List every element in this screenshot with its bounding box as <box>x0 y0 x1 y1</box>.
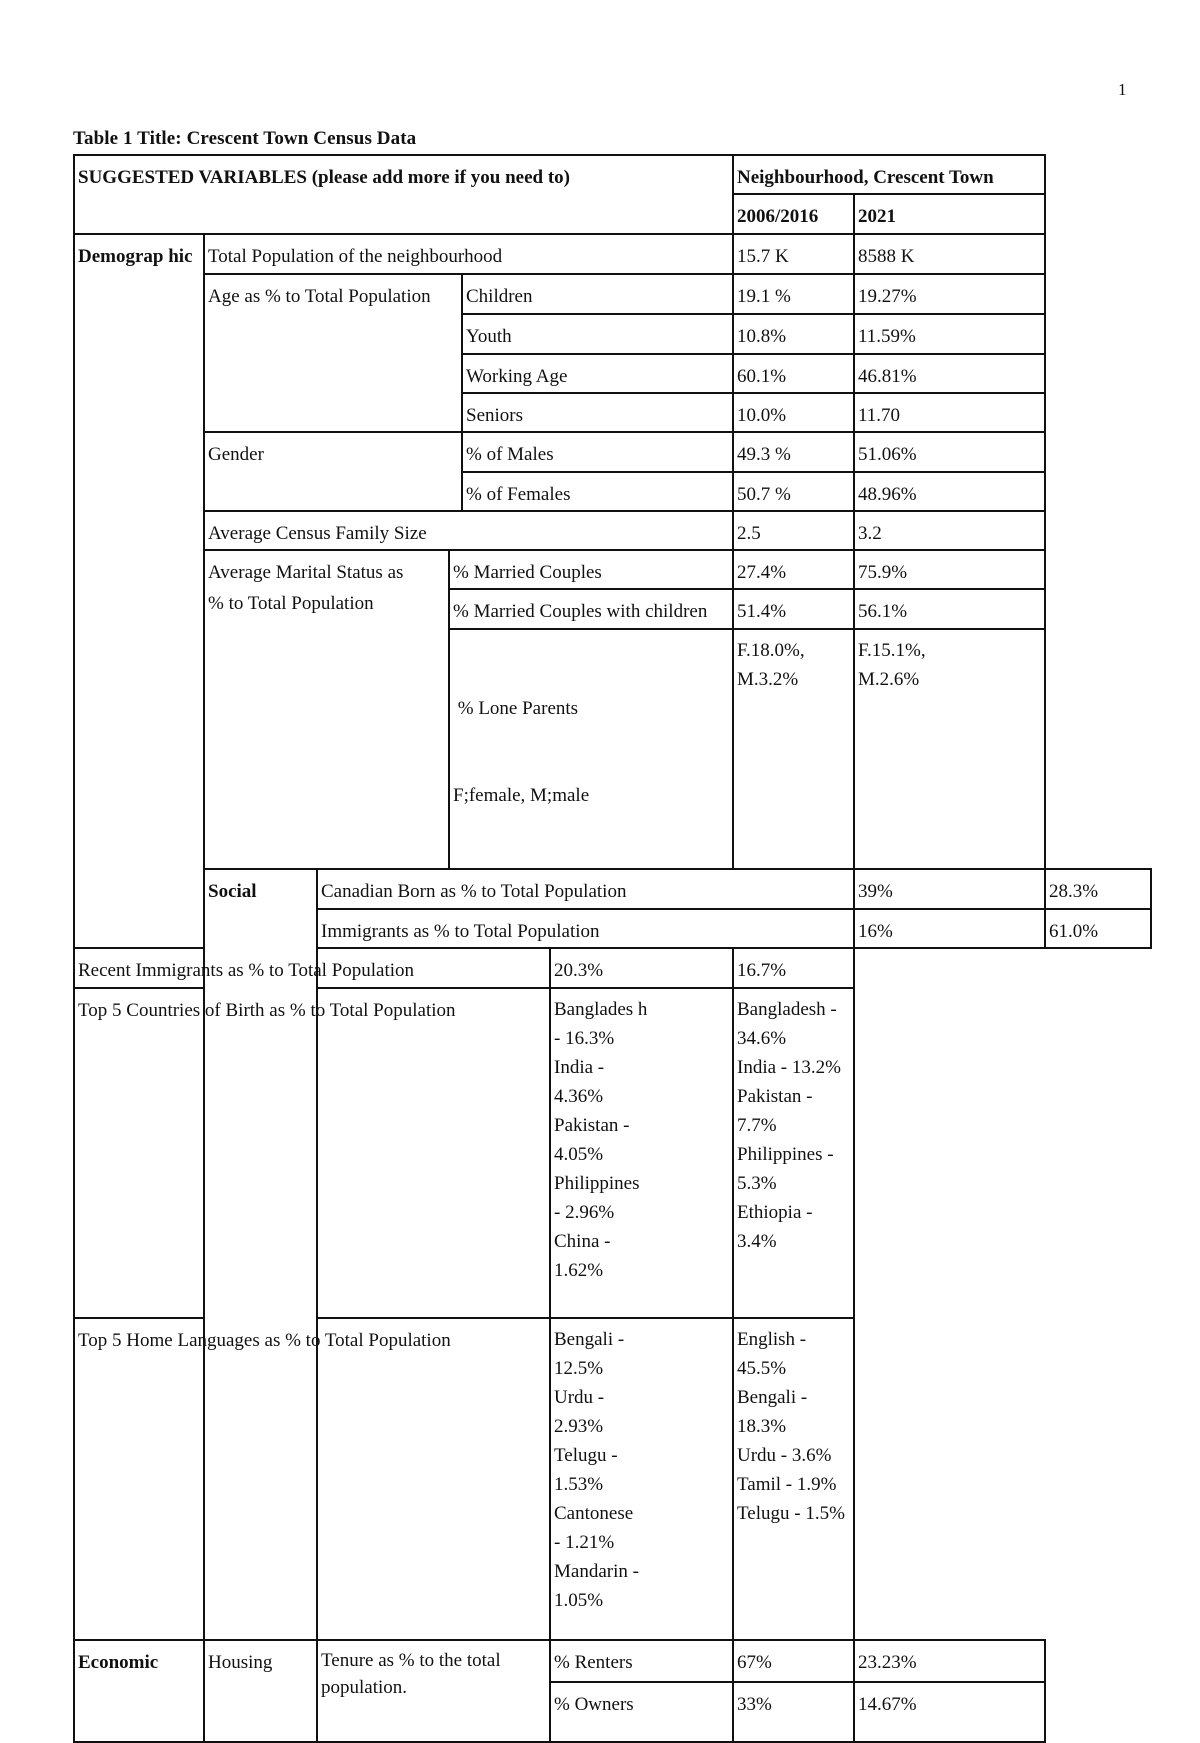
working-v2: 46.81% <box>854 354 1045 393</box>
family-size-label: Average Census Family Size <box>204 511 733 550</box>
lone-v1-female: F.18.0%, <box>737 640 805 661</box>
list-line: - 16.3% <box>554 1028 615 1049</box>
recent-v1: 20.3% <box>550 948 733 988</box>
gender-label: Gender <box>204 432 462 511</box>
females-label: % of Females <box>462 472 733 511</box>
males-v1: 49.3 % <box>733 432 854 472</box>
owners-v2: 14.67% <box>854 1682 1045 1742</box>
children-v2: 19.27% <box>854 274 1045 314</box>
tenure-label: Tenure as % to the total population. <box>317 1640 550 1742</box>
working-label: Working Age <box>462 354 733 393</box>
renters-label: % Renters <box>550 1640 733 1682</box>
languages-label: Top 5 Home Languages as % to Total Population <box>74 1318 550 1640</box>
married-v2: 75.9% <box>854 550 1045 589</box>
list-line: Urdu - 3.6% <box>737 1445 832 1466</box>
canadian-label: Canadian Born as % to Total Population <box>317 869 854 909</box>
immigrants-v1: 16% <box>854 909 1045 948</box>
list-line: - 2.96% <box>554 1202 615 1223</box>
list-line: China - <box>554 1231 611 1252</box>
lone-v1-male: M.3.2% <box>737 669 799 690</box>
list-line: Philippines - 5.3% <box>737 1144 834 1194</box>
countries-v1 <box>550 988 733 1318</box>
marital-label-line-1: Average Marital Status as <box>208 562 404 583</box>
youth-v1: 10.8% <box>733 314 854 354</box>
list-line: India - 13.2% <box>737 1057 841 1078</box>
marital-label <box>204 550 449 869</box>
list-line: Pakistan - <box>554 1115 630 1136</box>
total-pop-v2: 8588 K <box>854 234 1045 274</box>
total-pop-label: Total Population of the neighbourhood <box>204 234 733 274</box>
children-v1: 19.1 % <box>733 274 854 314</box>
list-line: Cantonese <box>554 1503 634 1524</box>
age-label: Age as % to Total Population <box>204 274 462 432</box>
immigrants-v2: 61.0% <box>1045 909 1151 948</box>
countries-v2 <box>733 988 854 1318</box>
owners-v1: 33% <box>733 1682 854 1742</box>
lone-v2-male: M.2.6% <box>858 669 920 690</box>
renters-v2: 23.23% <box>854 1640 1045 1682</box>
lone-v1 <box>733 629 854 869</box>
females-v2: 48.96% <box>854 472 1045 511</box>
lone-v2 <box>854 629 1045 869</box>
list-line: - 1.21% <box>554 1532 615 1553</box>
list-line: India - <box>554 1057 605 1078</box>
list-line: 34.6% <box>737 1028 787 1049</box>
table-title: Table 1 Title: Crescent Town Census Data <box>73 128 417 149</box>
family-size-v2: 3.2 <box>854 511 1045 550</box>
section-economic: Economic <box>74 1640 204 1742</box>
children-label: Children <box>462 274 733 314</box>
married-label: % Married Couples <box>449 550 733 589</box>
list-line: Telugu - <box>554 1445 618 1466</box>
list-line: Ethiopia - 3.4% <box>737 1202 813 1252</box>
list-line: 1.62% <box>554 1260 604 1281</box>
canadian-v2: 28.3% <box>1045 869 1151 909</box>
recent-label: Recent Immigrants as % to Total Population <box>74 948 550 988</box>
canadian-v1: 39% <box>854 869 1045 909</box>
census-table <box>73 154 1152 1743</box>
list-line: Urdu - <box>554 1387 605 1408</box>
owners-label: % Owners <box>550 1682 733 1742</box>
languages-v2 <box>733 1318 854 1640</box>
males-v2: 51.06% <box>854 432 1045 472</box>
youth-label: Youth <box>462 314 733 354</box>
males-label: % of Males <box>462 432 733 472</box>
seniors-v2: 11.70 <box>854 393 1045 432</box>
list-line: 1.05% <box>554 1590 604 1611</box>
list-line: Philippines <box>554 1173 640 1194</box>
header-year-2: 2021 <box>854 194 1045 234</box>
recent-v2: 16.7% <box>733 948 854 988</box>
seniors-label: Seniors <box>462 393 733 432</box>
list-line: Mandarin - <box>554 1561 639 1582</box>
list-line: English - 45.5% <box>737 1329 807 1379</box>
list-line: Bengali - 18.3% <box>737 1387 808 1437</box>
list-line: 4.05% <box>554 1144 604 1165</box>
renters-v1: 67% <box>733 1640 854 1682</box>
list-line: Pakistan - 7.7% <box>737 1086 813 1136</box>
family-size-v1: 2.5 <box>733 511 854 550</box>
lone-v2-female: F.15.1%, <box>858 640 926 661</box>
list-line: 4.36% <box>554 1086 604 1107</box>
list-line: Bangladesh - <box>737 999 837 1020</box>
section-demographic: Demograp hic <box>74 234 204 948</box>
seniors-v1: 10.0% <box>733 393 854 432</box>
lone-label-line-1: % Lone Parents <box>453 698 579 719</box>
total-pop-v1: 15.7 K <box>733 234 854 274</box>
header-year-1: 2006/2016 <box>733 194 854 234</box>
females-v1: 50.7 % <box>733 472 854 511</box>
page-number: 1 <box>1118 80 1127 99</box>
immigrants-label: Immigrants as % to Total Population <box>317 909 854 948</box>
married-children-label: % Married Couples with children <box>449 589 733 629</box>
lone-label <box>449 629 733 869</box>
list-line: Telugu - 1.5% <box>737 1503 845 1524</box>
header-variables: SUGGESTED VARIABLES (please add more if you need to) <box>74 155 733 234</box>
lone-label-line-2: F;female, M;male <box>453 785 590 806</box>
list-line: Tamil - 1.9% <box>737 1474 837 1495</box>
list-line: 12.5% <box>554 1358 604 1379</box>
list-line: 1.53% <box>554 1474 604 1495</box>
married-children-v2: 56.1% <box>854 589 1045 629</box>
list-line: Bengali - <box>554 1329 625 1350</box>
youth-v2: 11.59% <box>854 314 1045 354</box>
list-line: 2.93% <box>554 1416 604 1437</box>
section-social: Social <box>204 869 317 1640</box>
housing-label: Housing <box>204 1640 317 1742</box>
list-line: Banglades h <box>554 999 648 1020</box>
countries-label: Top 5 Countries of Birth as % to Total Population <box>74 988 550 1318</box>
header-neighbourhood: Neighbourhood, Crescent Town <box>733 155 1045 194</box>
working-v1: 60.1% <box>733 354 854 393</box>
married-v1: 27.4% <box>733 550 854 589</box>
married-children-v1: 51.4% <box>733 589 854 629</box>
marital-label-line-2: % to Total Population <box>208 593 374 614</box>
languages-v1 <box>550 1318 733 1640</box>
